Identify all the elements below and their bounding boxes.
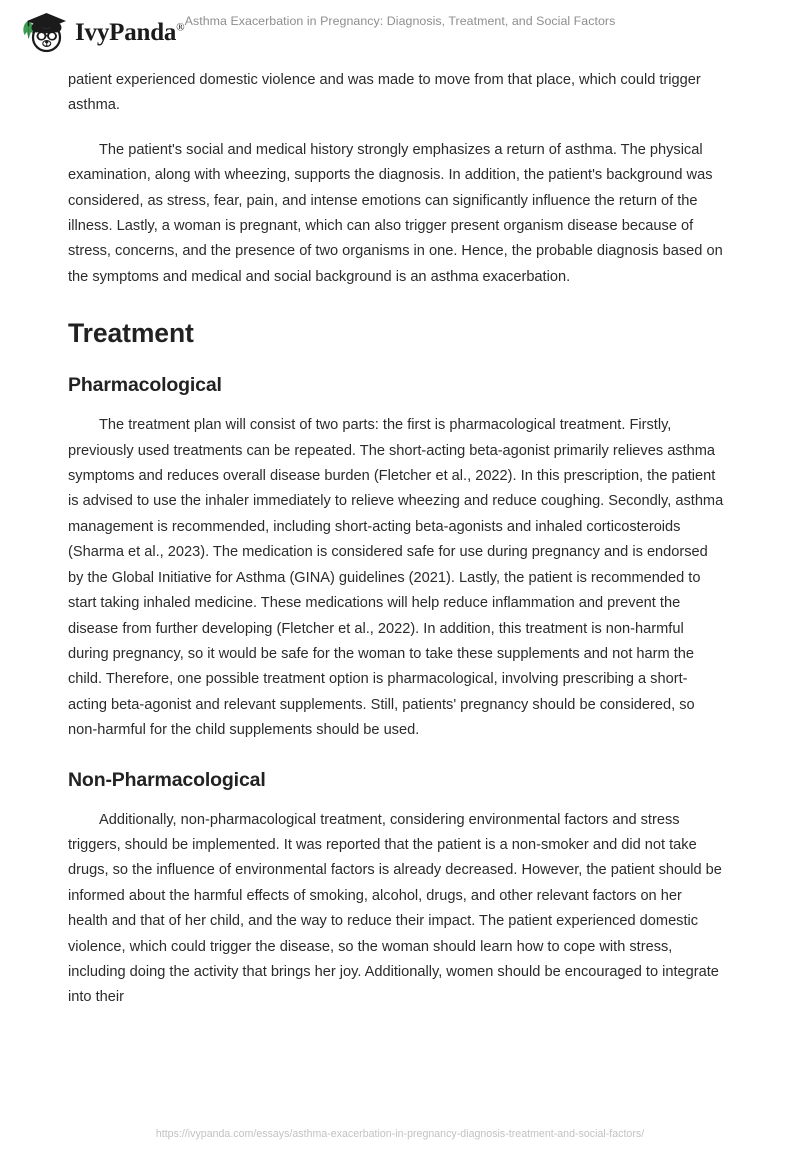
document-content: [68, 68, 724, 1030]
source-url[interactable]: https://ivypanda.com/essays/asthma-exacerbation-in-pregnancy-diagnosis-treatment-and-social-factors/: [155, 1128, 645, 1140]
heading-pharmacological: Pharmacological: [68, 374, 222, 397]
paragraph-diagnosis-summary: The patient's social and medical history strongly emphasizes a return of asthma. The physical examination, along with wheezing, supports the diagnosis. In addition, the patient's background was considered, as stress, fear, pain, and intense emotions can significantly influence the return of the illness. Lastly, a woman is pregnant, which can also trigger present organism disease because of stress, concerns, and the presence of two organisms in one. Hence, the probable diagnosis based on the symptoms and medical and social background is an asthma exacerbation.: [68, 141, 723, 285]
paragraph-pharmacological: The treatment plan will consist of two parts: the first is pharmacological treatment. Firstly, previously used treatments can be repeated. The short-acting beta-agonist primarily relieves asthma symptoms and reduces overall disease burden (Fletcher et al., 2022). In this prescription, the patient is advised to use the inhaler immediately to relieve wheezing and reduce coughing. Secondly, asthma management is recommended, including short-acting beta-agonists and inhaled corticosteroids (Sharma et al., 2023). The medication is considered safe for use during pregnancy and is endorsed by the Global Initiative for Asthma (GINA) guidelines (2021). Lastly, the patient is recommended to start taking inhaled medicine. These medications will help reduce inflammation and prevent the disease from further developing (Fletcher et al., 2022). In addition, this treatment is non-harmful during pregnancy, so it would be safe for the woman to take these supplements and not harm the child. Therefore, one possible treatment option is pharmacological, involving prescribing a short-acting beta-agonist and relevant supplements. Still, patients' pregnancy should be considered, so non-harmful for the child supplements should be used.: [68, 417, 724, 739]
paragraph-non-pharmacological: Additionally, non-pharmacological treatment, considering environmental factors and stress triggers, should be implemented. It was reported that the patient is a non-smoker and did not take drugs, so the influence of environmental factors is already decreased. However, the patient should be informed about the harmful effects of smoking, alcohol, drugs, and other relevant factors on her health and that of her child, and the way to reduce their impact. The patient experienced domestic violence, which could trigger the disease, so the woman should learn how to cope with stress, including doing the activity that brings her joy. Additionally, women should be encouraged to integrate into their: [68, 811, 722, 1006]
heading-non-pharmacological: Non-Pharmacological: [68, 768, 266, 791]
registered-mark: ®: [176, 21, 185, 34]
page-footer: [0, 1124, 800, 1142]
brand-name-text: IvyPanda: [75, 18, 177, 46]
heading-treatment: Treatment: [68, 318, 194, 349]
page-header: [0, 0, 800, 62]
paragraph-continued: patient experienced domestic violence and was made to move from that place, which could trigger asthma.: [68, 72, 701, 114]
document-header-title: Asthma Exacerbation in Pregnancy: Diagnosis, Treatment, and Social Factors: [184, 14, 616, 28]
